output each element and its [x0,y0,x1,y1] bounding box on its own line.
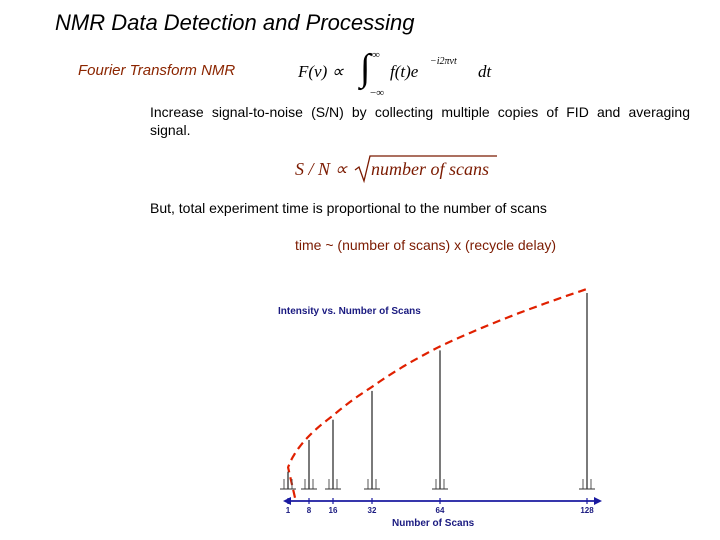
x-tick-label-64: 64 [435,506,445,515]
x-tick-label-32: 32 [367,506,377,515]
slide-title: NMR Data Detection and Processing [55,10,415,35]
peak-16 [325,420,341,489]
peak-64 [432,350,448,489]
x-tick-label-8: 8 [306,506,312,515]
experiment-time-paragraph: But, total experiment time is proportional to the number of scans [150,200,547,216]
x-tick-label-16: 16 [328,506,338,515]
x-tick-label-1: 1 [285,506,291,515]
x-axis-right-arrow [594,497,602,505]
sn-radicand: number of scans [371,159,489,179]
time-equation: time ~ (number of scans) x (recycle delay) [295,237,557,253]
signal-averaging-paragraph: Increase signal-to-noise (S/N) by collecting multiple copies of FID and averaging signal. [150,104,690,138]
x-axis-left-arrow [283,497,291,505]
fourier-lhs: F(ν) ∝ [298,62,344,81]
sn-lhs: S / N ∝ [295,159,348,179]
x-tick-label-128: 128 [580,506,594,515]
peak-1 [280,472,296,489]
fourier-integrand: f(t)e [390,62,419,81]
fourier-exponent: −i2πνt [430,56,457,67]
peak-32 [364,391,380,489]
fourier-dt: dt [478,62,492,81]
integral-lower-limit: −∞ [370,87,385,99]
chart-title: Intensity vs. Number of Scans [278,306,421,317]
peak-8 [301,440,317,489]
integral-upper-limit: ∞ [372,49,380,61]
peak-128 [579,293,595,489]
integral-sign: ∫ [360,47,371,89]
chart-x-axis-label: Number of Scans [392,518,475,529]
fourier-transform-subtitle: Fourier Transform NMR [78,62,236,79]
